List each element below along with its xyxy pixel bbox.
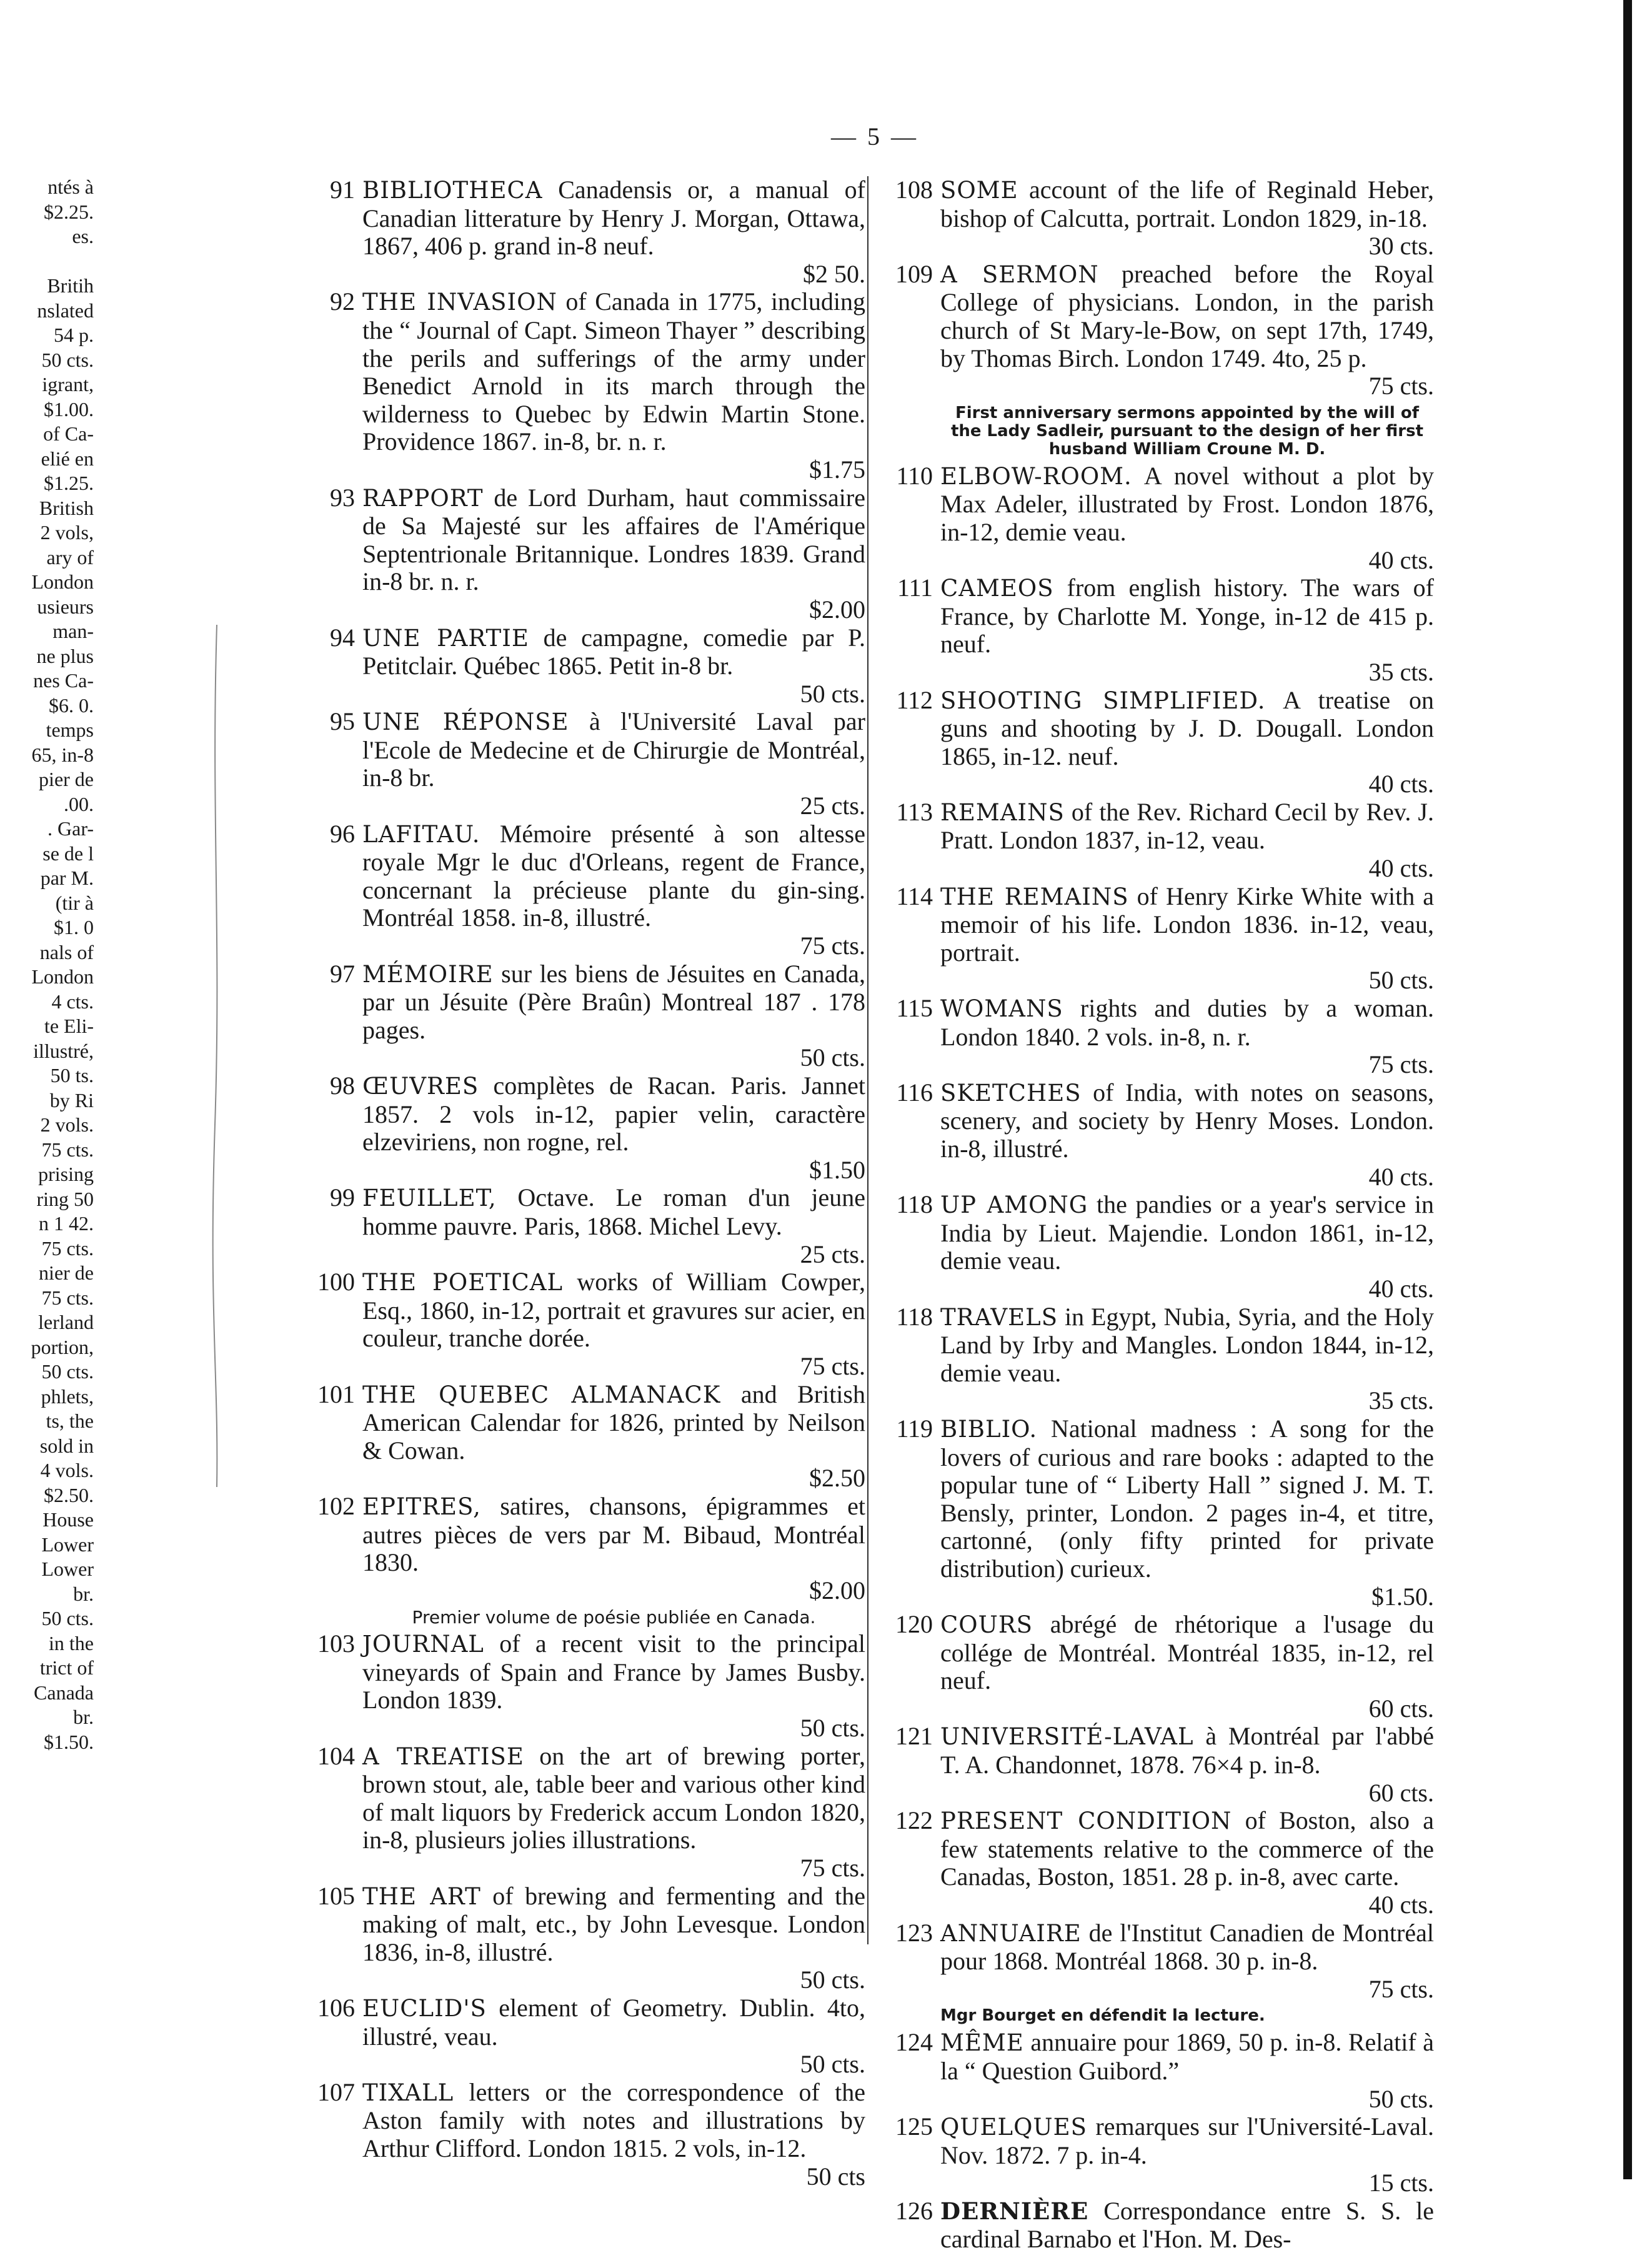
entry-text [362,1994,865,2079]
margin-fragment: by Ri [49,1088,94,1112]
margin-fragment: nals of [39,940,94,963]
margin-fragment: (tir à [55,891,94,914]
entry-price: 50 cts. [800,679,865,708]
margin-fragment: illustré, [33,1039,94,1062]
entry-description: de Lord Durham, haut commissaire de Sa Majesté sur les affaires de l'Amérique Septentrionale Britannique. Londres 1839. Grand in-8 br. n. r. [362,483,865,596]
entry-heading: FEUILLET, [362,1185,497,1212]
catalogue-entry [300,1994,865,2079]
catalogue-entry [300,2079,865,2191]
entry-number: 98 [330,1072,355,1100]
margin-fragment: se de l [42,842,94,865]
margin-fragment: 75 cts. [41,1138,94,1161]
entry-description: à l'Université Laval par l'Ecole de Medecine et de Chirurgie de Montréal, in-8 br. [362,707,865,792]
margin-fragment: Britih [47,274,94,297]
previous-page-margin-fragments [0,175,94,1754]
entry-description: on the art of brewing porter, brown stout, ale, table beer and various other kind of malt liquors by Frederick accum London 1820, in-8, plusieurs jolies illustrations. [362,1741,865,1854]
margin-fragment: elié en [41,447,94,470]
entry-description: Mémoire présenté à son altesse royale Mgr le duc d'Orleans, regent de France, concernant la précieuse plante du gin-sing. Montréal 1858. in-8, illustré. [362,819,865,932]
catalogue-entry [872,1079,1434,1191]
margin-fragment: nslated [37,299,94,322]
entry-description: abrégé de rhétorique a l'usage du collége de Montréal. Montréal 1835, in-12, rel neuf. [940,1610,1434,1695]
catalogue-entry [872,1807,1434,1919]
catalogue-entry [300,624,865,709]
column-divider [867,176,868,1944]
page-number: — 5 — [831,122,918,151]
margin-fragment: igrant, [42,373,94,395]
entry-number: 123 [895,1918,933,1947]
entry-heading: ŒUVRES [362,1073,479,1100]
entry-heading: TRAVELS [940,1303,1058,1331]
margin-fragment: par M. [40,867,94,889]
entry-heading: UNE PARTIE [362,624,529,652]
entry-note: Mgr Bourget en défendit la lecture. [940,2006,1265,2026]
margin-fragment: House [42,1508,94,1531]
entry-heading: EPITRES, [362,1493,481,1520]
catalogue-entry [300,1743,865,1882]
entry-description: of the Rev. Richard Cecil by Rev. J. Pratt. London 1837, in-12, veau. [940,797,1434,855]
entry-description: works of William Cowper, Esq., 1860, in-12, portrait et gravures sur acier, en couleur, tranche dorée. [362,1268,865,1353]
entry-heading: CAMEOS [940,575,1054,602]
entry-number: 122 [895,1806,933,1835]
entry-description: remarques sur l'Université-Laval. Nov. 1872. 7 p. in-4. [940,2112,1434,2169]
margin-fragment: 65, in-8 [31,743,94,766]
entry-text [940,1191,1434,1303]
entry-description: of Boston, also a few statements relative to the commerce of the Canadas, Boston, 1851. 28 p. in-8, avec carte. [940,1806,1434,1891]
margin-fragment: lerland [38,1311,94,1333]
catalogue-entry [300,820,865,960]
entry-price: 35 cts. [1368,1386,1434,1415]
entry-text [940,261,1434,400]
catalogue-entry [300,1381,865,1493]
entry-text [362,1268,865,1380]
catalogue-column-left [300,176,865,2191]
entry-price: $1.75 [809,455,865,484]
entry-price: 75 cts. [800,932,865,960]
entry-heading: THE INVASION [362,289,557,316]
entry-price: 40 cts. [1368,1162,1434,1191]
page-edge [1623,0,1632,2179]
entry-price: 40 cts. [1368,545,1434,574]
entry-heading: UP AMONG [940,1191,1088,1219]
entry-number: 118 [896,1302,933,1331]
entry-heading: SHOOTING SIMPLIFIED. [940,687,1266,714]
margin-fragment: ts, the [46,1410,94,1432]
entry-price: 75 cts. [800,1351,865,1380]
entry-text [940,1303,1434,1415]
entry-price: 35 cts. [1368,657,1434,686]
entry-heading: MÊME [940,2029,1024,2057]
entry-text [940,1723,1434,1807]
entry-text [940,1415,1434,1611]
entry-text [362,2079,865,2191]
entry-description: Octave. Le roman d'un jeune homme pauvre. Paris, 1868. Michel Levy. [362,1183,865,1240]
margin-fragment: nier de [39,1261,94,1284]
margin-fragment: British [39,496,94,519]
margin-fragment: 75 cts. [41,1286,94,1309]
entry-heading: A TREATISE [362,1743,524,1770]
catalogue-entry [872,462,1434,574]
entry-text [362,1882,865,1994]
entry-description: account of the life of Reginald Heber, bishop of Calcutta, portrait. London 1829, in-18. [940,176,1434,232]
entry-number: 115 [896,994,933,1023]
entry-number: 121 [895,1722,933,1751]
margin-fragment: es. [72,225,94,247]
entry-description: of brewing and fermenting and the making of malt, etc., by John Levesque. London 1836, in-8, illustré. [362,1881,865,1966]
entry-description: of a recent visit to the principal vineyards of Spain and France by James Busby. London 1839. [362,1629,865,1714]
entry-heading: THE REMAINS [940,883,1129,910]
entry-text [362,1743,865,1882]
entry-heading: ELBOW-ROOM. [940,462,1132,490]
entry-description: annuaire pour 1869, 50 p. in-8. Relatif à la “ Question Guibord.” [940,2028,1434,2085]
entry-number: 113 [896,797,933,826]
entry-price: $1.50. [1371,1582,1434,1611]
entry-text [362,1184,865,1268]
entry-description: A treatise on guns and shooting by J. D. Dougall. London 1865, in-12. neuf. [940,685,1434,770]
entry-description: Correspondance entre S. S. le cardinal Barnabo et l'Hon. M. Des- [940,2196,1434,2253]
entry-description: complètes de Racan. Paris. Jannet 1857. 2 vols in-12, papier velin, caractère elzeviriens, non rogne, rel. [362,1072,865,1156]
entry-number: 95 [330,707,355,736]
entry-heading: UNE RÉPONSE [362,709,569,736]
entry-description: sur les biens de Jésuites en Canada, par un Jésuite (Père Braûn) Montreal 187 . 178 pages. [362,959,865,1044]
entry-heading: EUCLID'S [362,1995,487,2022]
margin-fragment: $6. 0. [49,694,94,717]
entry-text [940,462,1434,574]
entry-price: 50 cts [806,2162,865,2191]
catalogue-entry [872,1415,1434,1611]
entry-text [940,1079,1434,1191]
entry-description: element of Geometry. Dublin. 4to, illustré, veau. [362,1994,865,2051]
entry-description: de campagne, comedie par P. Petitclair. Québec 1865. Petit in-8 br. [362,623,865,680]
entry-text [940,1611,1434,1723]
entry-text [362,1072,865,1184]
margin-fragment: Lower [41,1533,94,1556]
entry-heading: BIBLIOTHECA [362,177,543,204]
catalogue-entry [872,1919,1434,2004]
catalogue-entry [872,574,1434,686]
entry-text [940,2197,1434,2253]
entry-heading: TIXALL [362,2079,454,2106]
margin-fragment: 50 cts. [41,1607,94,1629]
entry-text [940,1807,1434,1919]
catalogue-entry [872,2197,1434,2253]
entry-text [940,2029,1434,2113]
entry-number: 116 [896,1078,933,1107]
entry-text [362,484,865,624]
margin-fragment: . Gar- [47,817,94,840]
entry-number: 96 [330,819,355,848]
entry-description: of Henry Kirke White with a memoir of his life. London 1836. in-12, veau, portrait. [940,882,1434,967]
margin-fragment: 75 cts. [41,1236,94,1260]
catalogue-entry [872,995,1434,1079]
entry-number: 91 [330,176,355,204]
margin-fragment: Canada [34,1681,94,1704]
entry-text [362,820,865,960]
catalogue-entry [300,1630,865,1742]
entry-text [362,1630,865,1742]
entry-heading: THE ART [362,1882,481,1910]
margin-fragment: te Eli- [44,1015,94,1037]
entry-text [940,574,1434,686]
entry-price: 25 cts. [800,1240,865,1268]
catalogue-entry [872,176,1434,261]
catalogue-entry [300,1882,865,1994]
margin-fragment: sold in [39,1434,94,1457]
entry-price: 60 cts. [1368,1694,1434,1723]
entry-price: $2.50 [809,1464,865,1493]
entry-price: 15 cts. [1368,2169,1434,2197]
entry-description: preached before the Royal College of physicians. London, in the parish church of St Mary-le-Bow, on sept 17th, 1749, by Thomas Birch. London 1749. 4to, 25 p. [940,259,1434,372]
entry-text [362,708,865,820]
entry-price: 40 cts. [1368,770,1434,798]
entry-text [362,1493,865,1604]
entry-number: 120 [895,1610,933,1639]
binding-thread [211,625,222,1487]
margin-fragment: pier de [39,768,94,790]
margin-fragment: .00. [64,792,94,815]
catalogue-column-right [872,176,1434,2253]
catalogue-entry [300,1268,865,1380]
entry-price: 30 cts. [1368,232,1434,261]
margin-fragment: 50 ts. [50,1064,94,1087]
catalogue-entry [872,1723,1434,1807]
entry-heading: A SERMON [940,261,1099,288]
margin-fragment: ne plus [36,644,94,667]
margin-fragment: 2 vols, [40,521,94,544]
entry-number: 110 [896,461,933,490]
entry-price: $2 50. [803,259,865,288]
entry-text [362,176,865,288]
entry-text [940,687,1434,798]
entry-text [940,995,1434,1079]
margin-fragment: br. [73,1706,94,1728]
entry-price: 75 cts. [1368,372,1434,400]
margin-fragment: 4 vols. [40,1459,94,1481]
entry-heading: REMAINS [940,798,1065,826]
entry-price: 40 cts. [1368,1274,1434,1303]
entry-heading: PRESENT CONDITION [940,1808,1232,1835]
entry-number: 101 [317,1380,355,1408]
entry-description: letters or the correspondence of the Aston family with notes and illustrations by Arthur Clifford. London 1815. 2 vols, in-12. [362,2077,865,2162]
entry-description: rights and duties by a woman. London 1840. 2 vols. in-8, n. r. [940,994,1434,1051]
entry-number: 118 [896,1190,933,1219]
margin-fragment: ary of [46,545,94,569]
entry-note: Premier volume de poésie publiée en Canada. [412,1607,816,1628]
margin-fragment: br. [73,1582,94,1605]
entry-number: 114 [896,882,933,910]
margin-fragment: London [31,570,94,593]
entry-heading: THE QUEBEC ALMANACK [362,1381,721,1408]
margin-fragment: prising [38,1163,94,1185]
entry-description: the pandies or a year's service in India by Lieut. Majendie. London 1861, in-12, demie veau. [940,1190,1434,1275]
catalogue-entry [872,2113,1434,2197]
margin-fragment: ring 50 [36,1187,94,1210]
entry-description: Canadensis or, a manual of Canadian litterature by Henry J. Morgan, Ottawa, 1867, 406 p. grand in-8 neuf. [362,176,865,261]
entry-heading: THE POETICAL [362,1269,564,1296]
entry-text [362,288,865,484]
entry-price: 50 cts. [1368,2084,1434,2113]
entry-heading: COURS [940,1611,1033,1639]
catalogue-entry [300,176,865,288]
margin-fragment: $1.50. [44,1730,94,1753]
entry-heading: UNIVERSITÉ-LAVAL [940,1723,1194,1751]
entry-price: 25 cts. [800,792,865,820]
catalogue-entry [300,1072,865,1184]
entry-number: 99 [330,1183,355,1212]
entry-description: National madness : A song for the lovers of curious and rare books : adapted to the popular tune of “ Liberty Hall ” signed J. M. T. Bensly, printer, London. 2 pages in-4, et titre, cartonné, (only fifty printed for private distribution) curieux. [940,1414,1434,1583]
entry-price: 75 cts. [1368,1050,1434,1079]
catalogue-entry [872,1191,1434,1303]
entry-price: $2.00 [809,1576,865,1604]
entry-text [940,798,1434,883]
margin-fragment: portion, [31,1335,94,1358]
margin-fragment: $1. 0 [54,916,94,938]
catalogue-entry [872,1303,1434,1415]
margin-fragment: nes Ca- [33,669,94,692]
entry-number: 105 [317,1881,355,1910]
margin-fragment: ntés à [47,176,94,198]
entry-price: 50 cts. [1368,966,1434,995]
entry-number: 112 [896,685,933,714]
entry-heading: RAPPORT [362,484,484,512]
entry-heading: WOMANS [940,995,1063,1023]
margin-fragment: temps [46,719,94,741]
entry-description: à Montréal par l'abbé T. A. Chandonnet, 1878. 76×4 p. in-8. [940,1722,1434,1779]
entry-price: 50 cts. [800,1043,865,1072]
entry-number: 124 [895,2028,933,2057]
entry-text [940,176,1434,261]
entry-number: 106 [317,1994,355,2022]
entry-heading: SKETCHES [940,1079,1082,1107]
entry-number: 111 [897,574,933,602]
catalogue-entry [872,2029,1434,2113]
margin-fragment: 4 cts. [51,990,94,1013]
entry-heading: BIBLIO. [940,1415,1038,1443]
entry-text [940,2113,1434,2197]
margin-fragment: phlets, [41,1385,94,1408]
catalogue-entry [300,1184,865,1268]
margin-fragment: n 1 42. [39,1212,94,1235]
margin-fragment: $1.25. [44,472,94,494]
margin-fragment: $1.00. [44,397,94,420]
entry-description: satires, chansons, épigrammes et autres pièces de vers par M. Bibaud, Montréal 1830. [362,1491,865,1577]
margin-fragment: $2.25. [44,200,94,223]
entry-text [362,1381,865,1493]
margin-fragment [0,249,94,274]
catalogue-entry [300,1493,865,1604]
catalogue-entry [300,708,865,820]
entry-price: 50 cts. [800,1714,865,1743]
margin-fragment: 50 cts. [41,1360,94,1383]
margin-fragment: in the [49,1631,94,1654]
catalogue-entry [872,883,1434,995]
entry-price: 75 cts. [800,1854,865,1882]
entry-price: 60 cts. [1368,1778,1434,1807]
entry-number: 104 [317,1741,355,1770]
entry-price: 75 cts. [1368,1974,1434,2003]
entry-heading: ANNUAIRE [940,1919,1082,1947]
margin-fragment: Lower [41,1558,94,1580]
entry-heading: MÉMOIRE [362,960,494,988]
entry-text [940,1919,1434,2004]
margin-fragment: usieurs [37,595,94,618]
entry-number: 102 [317,1491,355,1520]
entry-price: 50 cts. [800,1966,865,1994]
entry-number: 109 [895,259,933,288]
entry-heading: JOURNAL [362,1631,484,1658]
entry-description: A novel without a plot by Max Adeler, illustrated by Frost. London 1876, in-12, demie veau. [940,461,1434,546]
entry-price: $1.50 [809,1155,865,1184]
margin-fragment: 50 cts. [41,348,94,371]
entry-price: 40 cts. [1368,1891,1434,1919]
margin-fragment: man- [52,620,94,642]
catalogue-entry [872,798,1434,883]
entry-number: 126 [895,2196,933,2225]
entry-text [362,624,865,709]
margin-fragment: trict of [39,1656,94,1679]
entry-heading: DERNIÈRE [940,2197,1089,2225]
margin-fragment: of Ca- [43,422,94,445]
entry-description: from english history. The wars of France, by Charlotte M. Yonge, in-12 de 415 p. neuf. [940,574,1434,659]
entry-price: 50 cts. [800,2050,865,2079]
entry-number: 125 [895,2112,933,2141]
entry-heading: LAFITAU. [362,820,480,848]
margin-fragment: $2.50. [44,1483,94,1506]
entry-number: 103 [317,1629,355,1658]
catalogue-entry [872,261,1434,400]
margin-fragment: 54 p. [54,324,94,346]
entry-price: $2.00 [809,595,865,624]
entry-number: 97 [330,959,355,988]
entry-text [940,883,1434,995]
margin-fragment: 2 vols. [40,1113,94,1136]
entry-number: 108 [895,176,933,204]
catalogue-entry [872,1611,1434,1723]
entry-heading: SOME [940,177,1018,204]
entry-text [362,960,865,1072]
entry-description: de l'Institut Canadien de Montréal pour 1868. Montréal 1868. 30 p. in-8. [940,1918,1434,1976]
entry-description: of India, with notes on seasons, scenery, and society by Henry Moses. London. in-8, illustré. [940,1078,1434,1163]
entry-number: 107 [317,2077,355,2106]
entry-description: and British American Calendar for 1826, printed by Neilson & Cowan. [362,1380,865,1465]
entry-note: First anniversary sermons appointed by the will of the Lady Sadleir, pursuant to the design of her first husband William Croune M. D. [950,403,1424,459]
entry-number: 94 [330,623,355,652]
entry-heading: QUELQUES [940,2114,1087,2141]
entry-price: 40 cts. [1368,854,1434,883]
entry-number: 100 [317,1268,355,1296]
entry-number: 93 [330,483,355,512]
entry-description: of Canada in 1775, including the “ Journal of Capt. Simeon Thayer ” describing the perils and sufferings of the army under Benedict Arnold in its march through the wilderness to Quebec by Edwin Martin Stone. Providence 1867. in-8, br. n. r. [362,287,865,456]
catalogue-entry [300,288,865,484]
entry-number: 92 [330,287,355,316]
entry-number: 119 [896,1414,933,1443]
catalogue-entry [872,687,1434,798]
margin-fragment: London [31,965,94,988]
entry-description: in Egypt, Nubia, Syria, and the Holy Land by Irby and Mangles. London 1844, in-12, demie veau. [940,1302,1434,1387]
catalogue-entry [300,960,865,1072]
catalogue-entry [300,484,865,624]
